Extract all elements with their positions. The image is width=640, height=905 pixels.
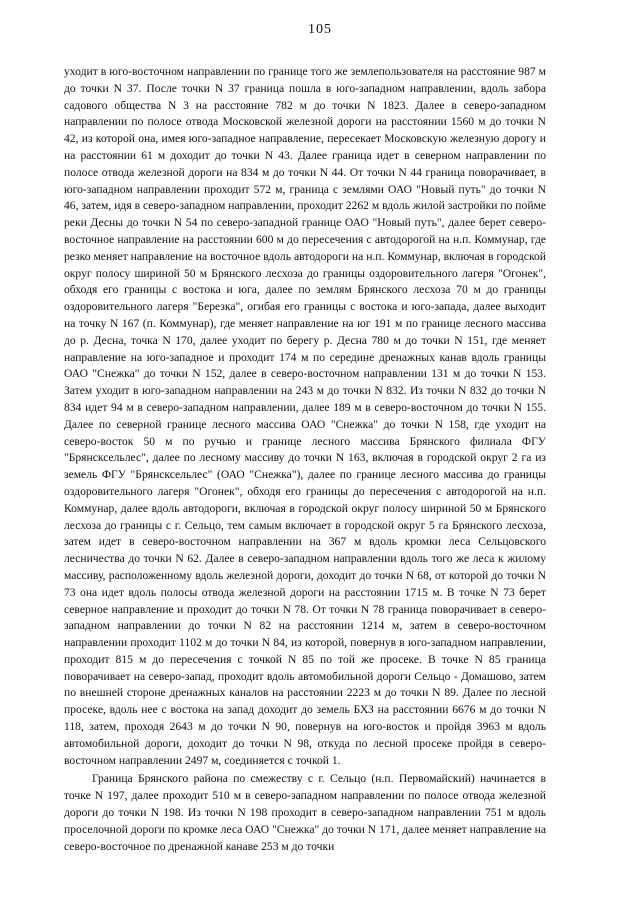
body-text	[64, 64, 546, 855]
paragraph-bryansk-district: Граница Брянского района по смежеству с г. Сельцо (н.п. Первомайский) начинается в точке N 197, далее проходит 510 м в северо-западном направлении по полосе отвода железной дороги до точки N 198. Из точки N 198 проходит в северо-западном направлении 751 м вдоль проселочной дороги по кромке леса ОАО "Снежка" до точки N 171, далее меняет направление на северо-восточное по дренажной канаве 253 м до точки	[64, 772, 546, 853]
page-number: 105	[308, 22, 332, 37]
paragraph-continuation: уходит в юго-восточном направлении по границе того же землепользователя на расстояние 987 м до точки N 37. После точки N 37 граница пошла в юго-западном направлении, вдоль забора садового общества N 3 на расстояние 782 м до точки N 1823. Далее в северо-западном направлении по полосе отвода Московской железной дороги на расстоянии 1560 м до точки N 42, из которой она, имея юго-западное направление, пересекает Московскую железную дорогу и на расстоянии 61 м доходит до точки N 43. Далее граница идет в северном направлении по полосе отвода железной дороги на 834 м до точки N 44. От точки N 44 граница поворачивает, в юго-западном направлении проходит 572 м, граница с землями ОАО "Новый путь" до точки N 46, затем, идя в северо-западном направлении, проходит 2262 м вдоль жилой застройки по пойме реки Десны до точки N 54 по северо-западной границе ОАО "Новый путь", далее берет северо-восточное направление на расстоянии 600 м до пересечения с автодорогой на н.п. Коммунар, где резко меняет направление на восточное вдоль автодороги на н.п. Коммунар, включая в городской округ полосу шириной 50 м Брянского лесхоза до границы оздоровительного лагеря "Огонек", обходя его границы с востока и юга, далее по землям Брянского лесхоза 70 м до границы оздоровительного лагеря "Березка", огибая его границы с востока и юго-запада, далее выходит на точку N 167 (п. Коммунар), где меняет направление на юг 191 м по границе лесного массива до р. Десна, точка N 170, далее уходит по берегу р. Десна 780 м до точки N 151, где меняет направление на юго-западное и проходит 174 м по середине дренажных канав вдоль границы ОАО "Снежка" до точки N 152, далее в северо-восточном направлении 131 м до точки N 153. Затем уходит в юго-западном направлении на 243 м до точки N 832. Из точки N 832 до точки N 834 идет 94 м в северо-западном направлении, далее 189 м в северо-восточном до точки N 155. Далее по северной границе лесного массива ОАО "Снежка" до точки N 158, где уходит на северо-восток 50 м по ручью и границе лесного массива Брянского филиала ФГУ "Брянсксельлес", далее по лесному массиву до точки N 163, включая в городской округ 2 га из земель ФГУ "Брянсксельлес" (ОАО "Снежка"), далее по границе лесного массива до границы оздоровительного лагеря "Огонек", обходя его границы до пересечения с автодорогой на н.п. Коммунар, далее вдоль автодороги, включая в городской округ полосу шириной 50 м Брянского лесхоза до границы с г. Сельцо, тем самым включает в городской округ 5 га Брянского лесхоза, затем идет в северо-восточном направлении на 367 м вдоль кромки леса Сельцовского лесничества до точки N 62. Далее в северо-западном направлении вдоль того же леса к жилому массиву, расположенному вдоль железной дороги, доходит до точки N 68, от которой до точки N 73 она идет вдоль полосы отвода железной дороги на расстоянии 1715 м. В точке N 73 берет северное направление и проходит до точки N 78. От точки N 78 граница поворачивает в северо-западном направлении до точки N 82 на расстоянии 1214 м, затем в северо-восточном направлении проходит 1102 м до точки N 84, из которой, повернув в юго-западном направлении, проходит 815 м до пересечения с точкой N 85 по той же просеке. В точке N 85 граница поворачивает на северо-запад, проходит вдоль автомобильной дороги Сельцо - Домашово, затем по внешней стороне дренажных каналов на расстоянии 2223 м до точки N 89. Далее по лесной просеке, вдоль нее с востока на запад доходит до земель БХЗ на расстоянии 6676 м до точки N 118, затем, проходя 2643 м до точки N 90, повернув на юго-восток и пройдя 3963 м вдоль автомобильной дороги, доходит до точки N 98, откуда по лесной просеке пройдя в северо-восточном направлении 2497 м, соединяется с точкой 1.	[64, 65, 546, 767]
